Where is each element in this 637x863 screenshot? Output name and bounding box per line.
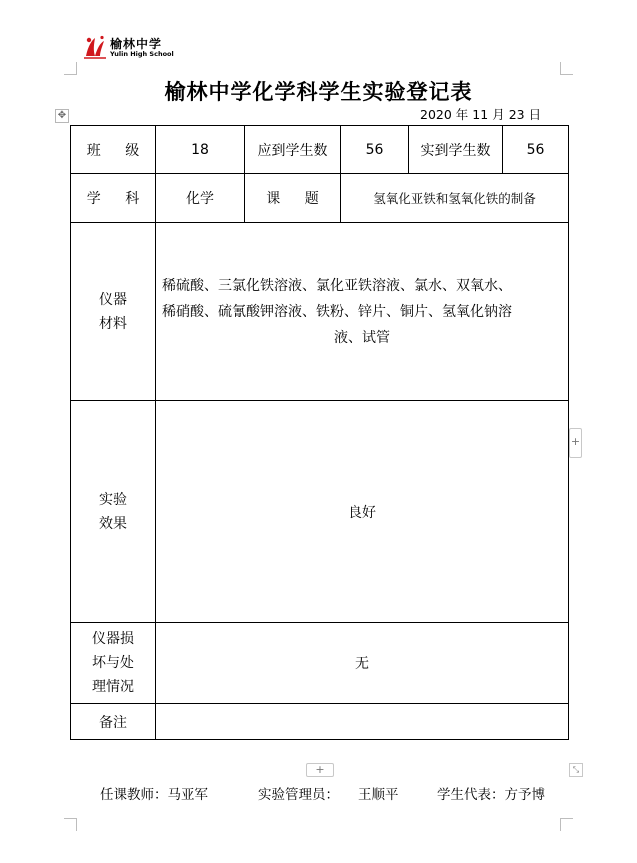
class-value[interactable]: 18 — [156, 126, 245, 174]
topic-label: 课 题 — [245, 174, 341, 223]
damage-value[interactable]: 无 — [156, 623, 569, 704]
effect-label — [71, 401, 156, 623]
page-corner-mark-top-right — [560, 62, 573, 75]
effect-label-line: 实验 — [99, 491, 127, 508]
experiment-register-table — [70, 125, 569, 740]
table-row — [71, 401, 569, 623]
materials-line: 液、试管 — [334, 329, 390, 346]
table-resize-handle[interactable] — [569, 763, 583, 777]
table-row — [71, 623, 569, 704]
materials-label-line: 仪器 — [99, 291, 127, 308]
move-icon: ✥ — [57, 110, 67, 121]
class-label: 班 级 — [71, 126, 156, 174]
topic-value[interactable]: 氢氧化亚铁和氢氧化铁的制备 — [341, 174, 569, 223]
materials-label — [71, 223, 156, 401]
date-day: 23 — [508, 107, 525, 122]
expected-students-label: 应到学生数 — [245, 126, 341, 174]
subject-label: 学 科 — [71, 174, 156, 223]
teacher-signature: 任课教师：马亚军 — [100, 787, 208, 803]
date-day-unit: 日 — [528, 107, 542, 122]
materials-line: 稀硝酸、硫氰酸钾溶液、铁粉、锌片、铜片、氢氧化钠溶 — [162, 303, 512, 320]
effect-label-line: 效果 — [99, 515, 127, 532]
signers-line — [100, 783, 545, 863]
remarks-value[interactable] — [156, 704, 569, 740]
table-row — [71, 704, 569, 740]
actual-students-value[interactable]: 56 — [503, 126, 569, 174]
effect-value[interactable]: 良好 — [156, 401, 569, 623]
date-year: 2020 — [420, 107, 452, 122]
expected-students-value[interactable]: 56 — [341, 126, 409, 174]
damage-label-line: 仪器损 — [92, 631, 134, 647]
page-corner-mark-top-left — [64, 62, 77, 75]
materials-label-line: 材料 — [99, 315, 127, 332]
damage-label — [71, 623, 156, 704]
table-row — [71, 174, 569, 223]
materials-line: 稀硫酸、三氯化铁溶液、氯化亚铁溶液、氯水、双氧水、 — [162, 277, 512, 294]
document-title: 榆林中学化学科学生实验登记表 — [164, 80, 473, 104]
date-year-unit: 年 — [455, 107, 469, 122]
plus-icon: + — [315, 763, 325, 776]
school-logo — [82, 34, 182, 60]
school-name-en: Yulin High School — [110, 50, 174, 58]
date-month: 11 — [472, 107, 489, 122]
materials-value[interactable] — [156, 223, 569, 401]
table-move-handle[interactable] — [55, 109, 69, 123]
add-row-button[interactable] — [306, 763, 334, 777]
page-corner-mark-bottom-right — [560, 818, 573, 831]
table-row — [71, 223, 569, 401]
manager-label: 实验管理员： — [258, 787, 339, 803]
subject-value[interactable]: 化学 — [156, 174, 245, 223]
damage-label-line: 坏与处 — [92, 655, 134, 671]
manager-name: 王顺平 — [358, 787, 399, 803]
add-column-button[interactable] — [569, 428, 582, 458]
table-row — [71, 126, 569, 174]
damage-label-line: 理情况 — [92, 679, 134, 695]
school-name-cn: 榆林中学 — [110, 37, 163, 51]
date-month-unit: 月 — [492, 107, 505, 122]
school-emblem-icon — [82, 34, 108, 60]
remarks-label: 备注 — [71, 704, 156, 740]
resize-icon: ⤡ — [572, 765, 580, 774]
page-corner-mark-bottom-left — [64, 818, 77, 831]
actual-students-label: 实到学生数 — [409, 126, 503, 174]
plus-icon: + — [570, 435, 581, 448]
register-date — [420, 105, 541, 123]
student-rep-signature: 学生代表：方予博 — [437, 787, 545, 803]
